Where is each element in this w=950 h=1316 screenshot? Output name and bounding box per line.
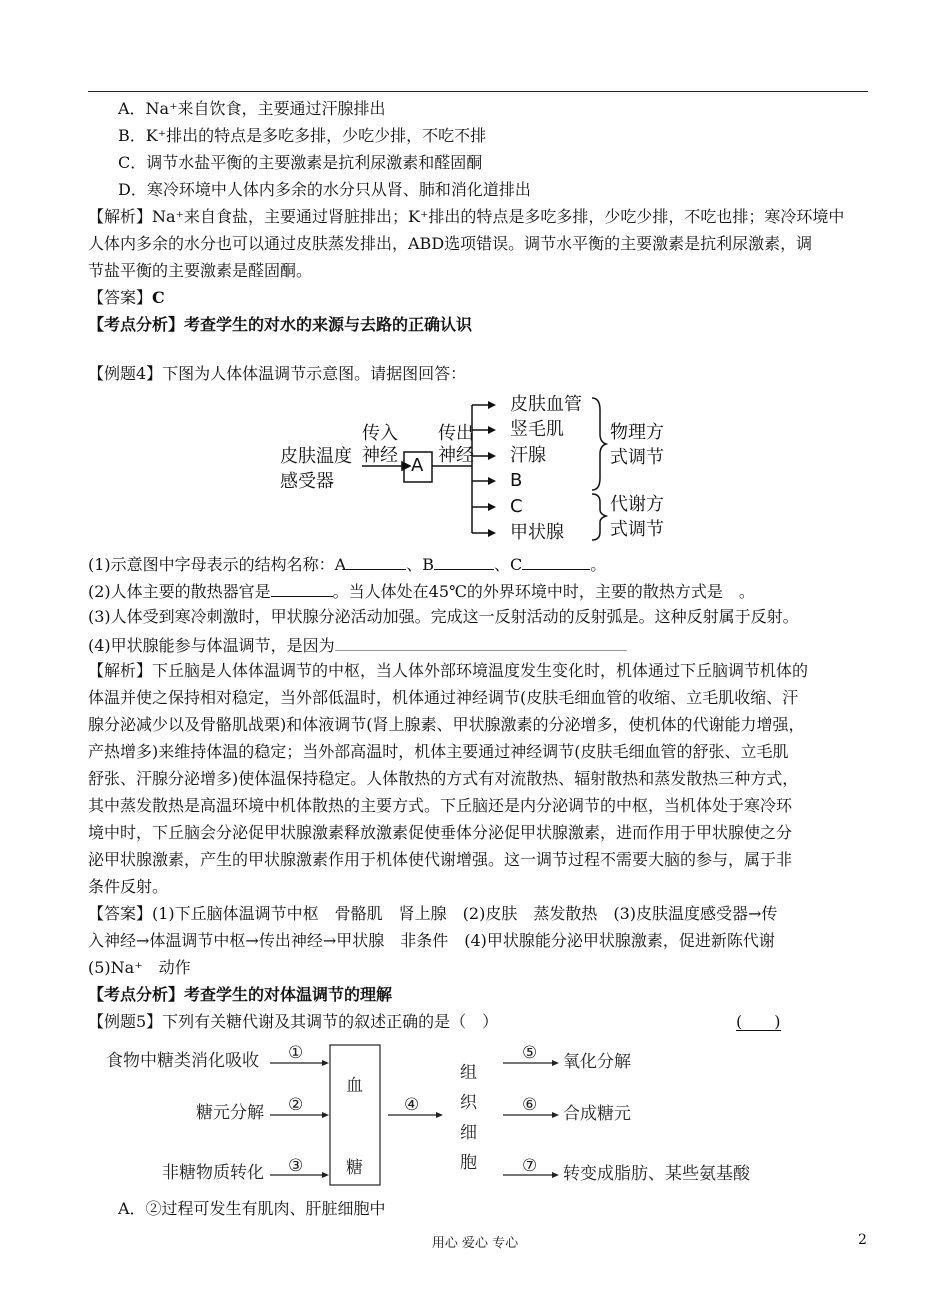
process-number: ⑦ [522,1156,538,1176]
q3-analysis-line: 节盐平衡的主要激素是醛固酮。 [88,261,313,280]
q4-sub1: (1)示意图中字母表示的结构名称：A 、B 、C 。 [88,555,607,574]
outcome-label: 氧化分解 [563,1052,631,1072]
q4-answer-line: (5)Na⁺ 动作 [88,958,191,977]
physical-regulation-label: 物理方 [610,422,664,443]
outcome-label: 合成糖元 [563,1104,631,1124]
q4-analysis-line: 境中时，下丘脑会分泌促甲状腺激素释放激素促使垂体分泌促甲状腺激素，进而作用于甲状腺使之分 [88,823,793,842]
process-number: ⑥ [522,1095,538,1115]
receptor-label: 皮肤温度 [280,446,352,467]
q3-option-c: C．调节水盐平衡的主要激素是抗利尿激素和醛固酮 [118,153,483,172]
q5-stem: 【例题5】下列有关糖代谢及其调节的叙述正确的是（ ） [88,1012,499,1031]
tissue-cell-label: 织 [460,1093,477,1113]
q4-analysis-line: 条件反射。 [88,877,169,896]
q4-analysis-line: 泌甲状腺激素，产生的甲状腺激素作用于机体使代谢增强。这一调节过程不需要大脑的参与，属于非 [88,850,793,869]
source-label: 食物中糖类消化吸收 [106,1051,259,1071]
q4-analysis-line: 【解析】下丘脑是人体体温调节的中枢，当人体外部环境温度发生变化时，机体通过下丘脑调节机体的 [88,661,809,680]
q3-analysis-line: 人体内多余的水分也可以通过皮肤蒸发排出，ABD选项错误。调节水平衡的主要激素是抗利尿激素，调 [88,234,813,253]
point-label: 【考点分析】 [88,985,185,1004]
q4-answer-line: 【答案】(1)下丘脑体温调节中枢 骨骼肌 肾上腺 (2)皮肤 蒸发散热 (3)皮肤温度感受器→传 [88,904,778,923]
tissue-cell-label: 组 [460,1063,477,1083]
q3-option-d: D．寒冷环境中人体内多余的水分只从肾、肺和消化道排出 [118,180,531,199]
blood-glucose-label: 糖 [346,1158,363,1178]
q5-answer-paren: ( ) [736,1012,781,1031]
target-label: 甲状腺 [510,522,564,543]
q3-option-a: A．Na⁺来自饮食，主要通过汗腺排出 [118,99,386,118]
source-label: 非糖物质转化 [162,1163,264,1183]
process-number: ② [288,1095,304,1115]
process-number: ③ [288,1156,304,1176]
q4-analysis-line: 腺分泌减少以及骨骼肌战栗)和体液调节(肾上腺素、甲状腺激素的分泌增多，使机体的代谢能力增强， [88,715,805,734]
q3-analysis-line: 【解析】Na⁺来自食盐，主要通过肾脏排出；K⁺排出的特点是多吃多排，少吃少排，不吃也排；寒冷环境中 [88,207,845,226]
point-text: 考查学生的对水的来源与去路的正确认识 [184,315,473,334]
source-label: 糖元分解 [196,1103,264,1123]
afferent-nerve-label: 传入 [362,423,398,444]
target-label: 竖毛肌 [510,419,564,440]
q4-analysis-line: 舒张、汗腺分泌增多)使体温保持稳定。人体散热的方式有对流散热、辐射散热和蒸发散热三种方式， [88,769,799,788]
receptor-label: 感受器 [280,471,334,492]
q4-analysis-line: 其中蒸发散热是高温环境中机体散热的主要方式。下丘脑还是内分泌调节的中枢，当机体处于寒冷环 [88,796,793,815]
q4-sub4: (4)甲状腺能参与体温调节，是因为 [88,636,627,654]
metabolic-regulation-label: 代谢方 [610,494,664,515]
target-label: B [510,470,523,491]
q3-option-b: B．K⁺排出的特点是多吃多排，少吃少排，不吃不排 [118,126,487,145]
q5-option-a: A．②过程可发生有肌肉、肝脏细胞中 [118,1199,386,1218]
outcome-label: 转变成脂肪、某些氨基酸 [563,1164,750,1184]
target-label: 汗腺 [510,445,546,466]
efferent-nerve-label: 传出 [438,423,474,444]
center-box-label: A [411,455,424,476]
tissue-cell-label: 细 [460,1123,477,1143]
tissue-cell-label: 胞 [460,1153,477,1173]
process-number: ④ [404,1095,420,1115]
process-number: ⑤ [522,1043,538,1063]
q4-analysis-line: 体温并使之保持相对稳定，当外部低温时，机体通过神经调节(皮肤毛细血管的收缩、立毛肌收缩、汗 [88,688,799,707]
afferent-nerve-label: 神经 [362,445,398,466]
answer-label: 【答案】 [88,288,153,307]
efferent-nerve-label: 神经 [438,445,474,466]
page-footer: 用心 爱心 专心 [431,1236,519,1251]
physical-regulation-label: 式调节 [610,447,664,468]
q4-analysis-line: 产热增多)来维持体温的稳定；当外部高温时，机体主要通过神经调节(皮肤毛细血管的舒张、立毛肌 [88,742,789,761]
answer-value: C [152,288,165,307]
point-label: 【考点分析】 [88,315,185,334]
target-label: 皮肤血管 [510,394,582,415]
blood-glucose-label: 血 [346,1076,363,1096]
process-number: ① [288,1043,304,1063]
point-text: 考查学生的对体温调节的理解 [184,985,393,1004]
target-label: C [510,496,523,517]
q4-stem: 【例题4】下图为人体体温调节示意图。请据图回答： [88,364,467,383]
page-number: 2 [858,1232,867,1248]
metabolic-regulation-label: 式调节 [610,519,664,540]
q4-answer-line: 入神经→体温调节中枢→传出神经→甲状腺 非条件 (4)甲状腺能分泌甲状腺激素，促进新陈代谢 [88,931,775,950]
q4-sub2: (2)人体主要的散热器官是 。当人体处在45℃的外界环境中时，主要的散热方式是 。 [88,582,755,601]
q4-sub3: (3)人体受到寒冷刺激时，甲状腺分泌活动加强。完成这一反射活动的反射弧是。这种反射属于反射。 [88,607,799,626]
